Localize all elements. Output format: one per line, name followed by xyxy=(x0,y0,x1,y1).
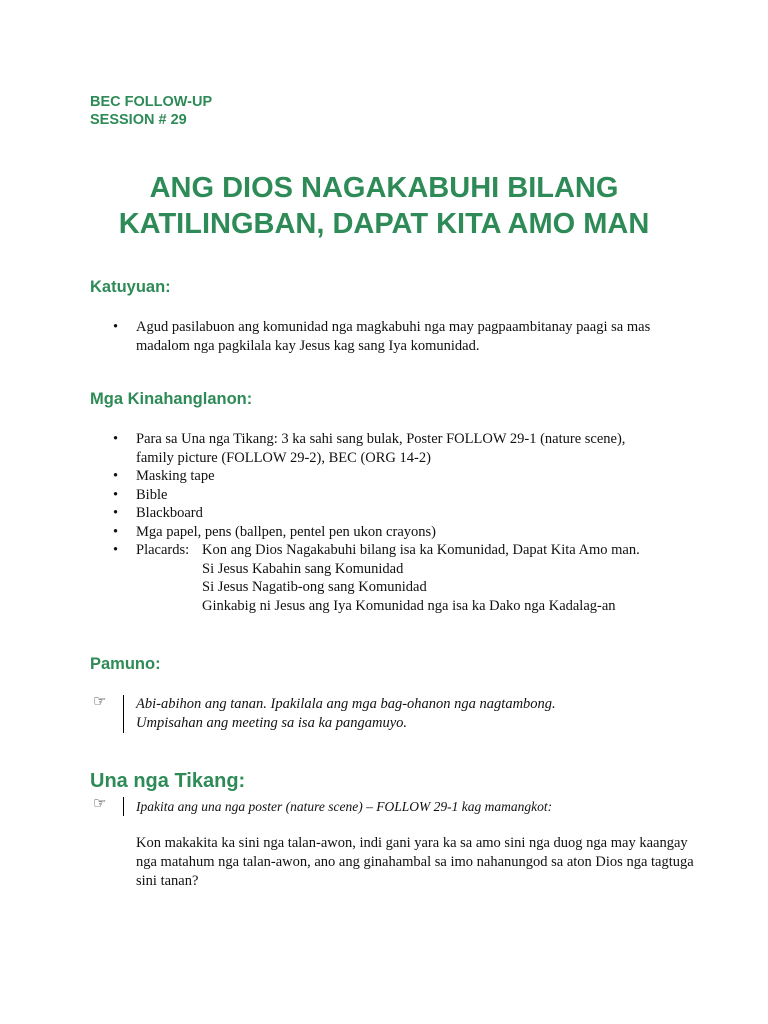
katuyuan-list xyxy=(0,318,768,355)
kinahanglanon-heading: Mga Kinahanglanon: xyxy=(90,390,253,408)
list-item-placards xyxy=(0,541,656,615)
placard-item: Si Jesus Nagatib-ong sang Komunidad xyxy=(202,579,427,595)
placard-item: Kon ang Dios Nagakabuhi bilang isa ka Komunidad, Dapat Kita Amo man. xyxy=(202,542,640,558)
page-title xyxy=(60,170,708,242)
placards-list xyxy=(202,541,640,615)
pointing-hand-icon: ☞ xyxy=(93,694,107,710)
una-heading: Una nga Tikang: xyxy=(90,770,246,792)
katuyuan-heading: Katuyuan: xyxy=(90,278,171,296)
una-question: Kon makakita ka sini nga talan-awon, indi gani yara ka sa amo sini nga duog nga may kaangay nga matahum nga talan-awon, ano ang ginahambal sa imo nahanungod sa aton Dios nga tagtuga sini tanan? xyxy=(136,835,694,889)
series-label: BEC FOLLOW-UP xyxy=(90,94,213,110)
title-line-2: KATILINGBAN, DAPAT KITA AMO MAN xyxy=(118,208,650,240)
pamuno-line: Umpisahan ang meeting sa isa ka pangamuyo. xyxy=(136,715,408,731)
list-item: • Para sa Una nga Tikang: 3 ka sahi sang bulak, Poster FOLLOW 29-1 (nature scene), family picture (FOLLOW 29-2), BEC (ORG 14-2) xyxy=(0,430,656,467)
list-item: • Agud pasilabuon ang komunidad nga magkabuhi nga may pagpaambitanay paagi sa mas madalom nga pagkilala kay Jesus kag sang Iya komunidad. xyxy=(0,318,656,355)
placard-item: Si Jesus Kabahin sang Komunidad xyxy=(202,560,404,577)
pointing-hand-icon: ☞ xyxy=(93,796,107,812)
pamuno-heading: Pamuno: xyxy=(90,655,161,673)
pamuno-line: Abi-abihon ang tanan. Ipakilala ang mga bag-ohanon nga nagtambong. xyxy=(136,696,556,712)
list-item: • Bible xyxy=(0,486,656,505)
list-item: • Mga papel, pens (ballpen, pentel pen ukon crayons) xyxy=(0,523,656,542)
pamuno-block xyxy=(123,695,556,733)
list-item: • Masking tape xyxy=(0,467,656,486)
placards-label: • Placards: xyxy=(136,542,190,558)
list-item: • Blackboard xyxy=(0,504,656,523)
kinahanglanon-list xyxy=(0,430,768,615)
session-number: SESSION # 29 xyxy=(90,112,187,128)
placard-item: Ginkabig ni Jesus ang Iya Komunidad nga isa ka Dako nga Kadalag-an xyxy=(202,597,616,614)
title-line-1: ANG DIOS NAGAKABUHI BILANG xyxy=(149,172,619,204)
una-instruction: Ipakita ang una nga poster (nature scene) – FOLLOW 29-1 kag mamangkot: xyxy=(123,797,552,816)
session-header xyxy=(90,93,212,129)
